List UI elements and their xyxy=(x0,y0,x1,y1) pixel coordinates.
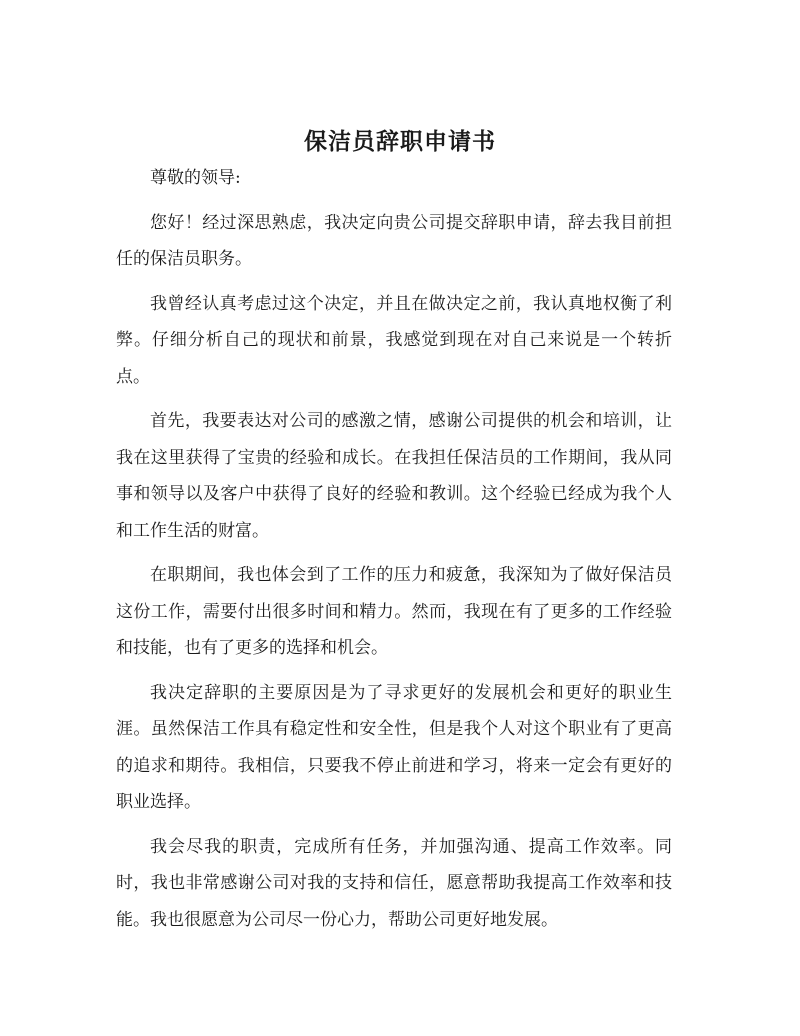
paragraph-1: 您好！经过深思熟虑，我决定向贵公司提交辞职申请，辞去我目前担任的保洁员职务。 xyxy=(116,212,672,269)
paragraph-5: 我决定辞职的主要原因是为了寻求更好的发展机会和更好的职业生涯。虽然保洁工作具有稳定性和安全性，但是我个人对这个职业有了更高的追求和期待。我相信，只要我不停止前进和学习，将来一定会有更好的职业选择。 xyxy=(116,682,672,812)
paragraph-2: 我曾经认真考虑过这个决定，并且在做决定之前，我认真地权衡了利弊。仔细分析自己的现状和前景，我感觉到现在对自己来说是一个转折点。 xyxy=(116,293,672,387)
document-title: 保洁员辞职申请书 xyxy=(304,128,496,155)
paragraph-4: 在职期间，我也体会到了工作的压力和疲惫，我深知为了做好保洁员这份工作，需要付出很多时间和精力。然而，我现在有了更多的工作经验和技能，也有了更多的选择和机会。 xyxy=(116,565,672,658)
document-body xyxy=(116,160,672,938)
salutation: 尊敬的领导: xyxy=(150,168,241,188)
paragraph-6: 我会尽我的职责，完成所有任务，并加强沟通、提高工作效率。同时，我也非常感谢公司对我的支持和信任，愿意帮助我提高工作效率和技能。我也很愿意为公司尽一份心力，帮助公司更好地发展。 xyxy=(116,836,672,930)
paragraph-3: 首先，我要表达对公司的感激之情，感谢公司提供的机会和培训，让我在这里获得了宝贵的经验和成长。在我担任保洁员的工作期间，我从同事和领导以及客户中获得了良好的经验和教训。这个经验已经成为我个人和工作生活的财富。 xyxy=(116,411,672,541)
